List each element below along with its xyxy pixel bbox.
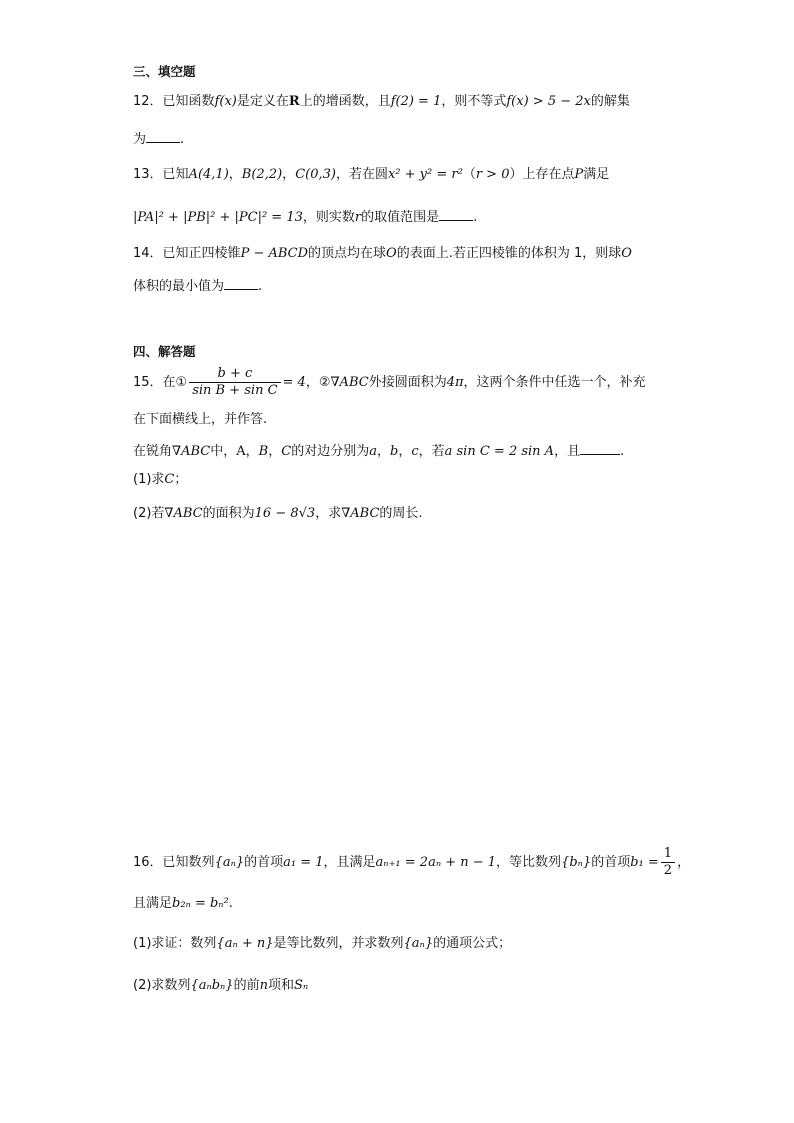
math-circle: x² + y² = r² <box>387 167 463 182</box>
question-number: 16． <box>133 855 163 870</box>
text: 的前 <box>233 978 260 993</box>
math-seq-a-plus-n: {aₙ + n} <box>216 936 274 951</box>
answer-blank <box>439 206 473 221</box>
text: . <box>620 444 625 459</box>
text: 已知 <box>162 167 189 182</box>
math-area-value: 16 − 8√3 <box>254 506 316 521</box>
math-A: A <box>236 444 246 459</box>
fraction-numerator: b + c <box>189 366 280 383</box>
question-number: 12． <box>133 94 163 109</box>
text: ，若 <box>418 444 445 459</box>
math-pyramid: P − ABCD <box>240 246 309 261</box>
question-15-part-1 <box>133 470 187 490</box>
text: . <box>473 210 478 225</box>
text: ，则实数 <box>302 210 355 225</box>
question-16-line-1 <box>133 846 690 880</box>
text: ，且 <box>554 444 581 459</box>
math-n: n <box>259 978 268 993</box>
text: ， <box>282 167 296 182</box>
text: 体积的最小值为 <box>133 279 225 294</box>
text: 中， <box>210 444 237 459</box>
text: 在锐角 <box>133 444 173 459</box>
math-a1: a₁ = 1 <box>283 855 324 870</box>
math-point-B: B(2,2) <box>241 167 283 182</box>
text: ，这两个条件中任选一个，补充 <box>463 375 646 390</box>
math-area: 4π <box>446 375 464 390</box>
question-13-line-1 <box>133 165 609 185</box>
math-relation: a sin C = 2 sin A <box>444 444 555 459</box>
math-fraction <box>189 366 280 399</box>
question-16-part-2 <box>133 976 308 996</box>
text: ； <box>174 472 188 487</box>
text: 满足 <box>583 167 610 182</box>
text: ，若在圆 <box>335 167 388 182</box>
text: 的表面上.若正四棱锥的体积为 1，则球 <box>396 246 622 261</box>
math-c: c <box>411 444 419 459</box>
math-O: O <box>621 246 632 261</box>
text: 的取值范围是 <box>361 210 440 225</box>
math-point-C: C(0,3) <box>295 167 336 182</box>
text: 外接圆面积为 <box>368 375 447 390</box>
text: ， <box>677 855 691 870</box>
text: （ <box>462 167 476 182</box>
section-title-fill-blank: 三、填空题 <box>133 64 196 79</box>
text: ，且满足 <box>323 855 376 870</box>
text: . <box>258 279 263 294</box>
question-number: 13． <box>133 167 163 182</box>
text: ）上存在点 <box>509 167 575 182</box>
text: 为 <box>133 132 147 147</box>
math-B: B <box>258 444 269 459</box>
math-fx: f(x) <box>214 94 237 109</box>
text: (2)若 <box>133 506 165 521</box>
text: 已知正四棱锥 <box>162 246 241 261</box>
math-triangle: ∇ABC <box>172 444 211 459</box>
math-seq-ab: {aₙbₙ} <box>190 978 234 993</box>
math-r-condition: r > 0 <box>475 167 510 182</box>
text: 的周长. <box>379 506 423 521</box>
text: 的面积为 <box>202 506 255 521</box>
fraction-numerator: 1 <box>661 846 675 863</box>
math-R: R <box>288 94 300 109</box>
question-12-line-1 <box>133 92 630 112</box>
text: 在下面横线上，并作答. <box>133 412 268 427</box>
text: ， <box>268 444 282 459</box>
math-Sn: Sₙ <box>293 978 309 993</box>
text: 且满足 <box>133 896 173 911</box>
question-number: 15． <box>133 375 163 390</box>
question-15-part-2 <box>133 504 423 524</box>
text: (1)求 <box>133 472 165 487</box>
text: 的顶点均在球 <box>308 246 387 261</box>
math-condition: f(2) = 1 <box>390 94 442 109</box>
answer-blank <box>224 275 258 290</box>
math-relation: b₂ₙ = bₙ² <box>172 896 229 911</box>
math-r: r <box>354 210 362 225</box>
text: . <box>180 132 185 147</box>
math-triangle: ∇ABC <box>330 375 369 390</box>
math-triangle: ∇ABC <box>164 506 203 521</box>
math-seq-a: {aₙ} <box>403 936 434 951</box>
math-seq-b: {bₙ} <box>561 855 592 870</box>
question-15-line-1 <box>133 366 646 400</box>
question-14-line-2 <box>133 275 262 297</box>
text: 是定义在 <box>236 94 289 109</box>
math-C: C <box>281 444 292 459</box>
fraction-denominator: 2 <box>663 863 673 878</box>
text: ，则不等式 <box>441 94 507 109</box>
text: . <box>228 896 233 911</box>
answer-blank <box>580 440 620 455</box>
text: ，② <box>305 375 331 390</box>
text: (1)求证：数列 <box>133 936 217 951</box>
text: ，等比数列 <box>496 855 562 870</box>
question-number: 14． <box>133 246 163 261</box>
text: ， <box>245 444 259 459</box>
math-b: b <box>389 444 399 459</box>
math-seq-a: {aₙ} <box>214 855 245 870</box>
text: 是等比数列，并求数列 <box>273 936 404 951</box>
question-16-line-2 <box>133 894 233 914</box>
text: 已知数列 <box>162 855 215 870</box>
answer-blank <box>146 128 180 143</box>
text: ，求 <box>315 506 342 521</box>
question-16-part-1 <box>133 934 511 954</box>
question-13-line-2 <box>133 206 477 228</box>
section-title-answer: 四、解答题 <box>133 344 196 359</box>
math-C: C <box>164 472 175 487</box>
question-15-line-3 <box>133 440 624 462</box>
text: ， <box>376 444 390 459</box>
text: 的首项 <box>244 855 284 870</box>
math-P: P <box>574 167 584 182</box>
math-point-A: A(4,1) <box>188 167 229 182</box>
math-inequality: f(x) > 5 − 2x <box>506 94 591 109</box>
math-a: a <box>369 444 377 459</box>
math-recurrence: aₙ₊₁ = 2aₙ + n − 1 <box>375 855 497 870</box>
fraction-denominator: sin B + sin C <box>192 383 278 398</box>
text: 的对边分别为 <box>291 444 370 459</box>
text: 在① <box>162 375 188 390</box>
text: ， <box>398 444 412 459</box>
text: 项和 <box>267 978 294 993</box>
text: 的首项 <box>591 855 631 870</box>
text: 的解集 <box>590 94 630 109</box>
math-fraction-half <box>661 846 675 879</box>
text: 的通项公式； <box>433 936 512 951</box>
text: (2)求数列 <box>133 978 191 993</box>
text: 已知函数 <box>162 94 215 109</box>
math-equation: |PA|² + |PB|² + |PC|² = 13 <box>133 210 303 225</box>
text: 上的增函数，且 <box>299 94 391 109</box>
question-15-line-2 <box>133 410 267 430</box>
text: ， <box>228 167 242 182</box>
math-O: O <box>386 246 397 261</box>
question-14-line-1 <box>133 244 632 264</box>
math-equals-4: = 4 <box>282 375 306 390</box>
question-12-line-2 <box>133 128 184 150</box>
math-b1: b₁ = <box>630 855 659 870</box>
math-triangle: ∇ABC <box>341 506 380 521</box>
